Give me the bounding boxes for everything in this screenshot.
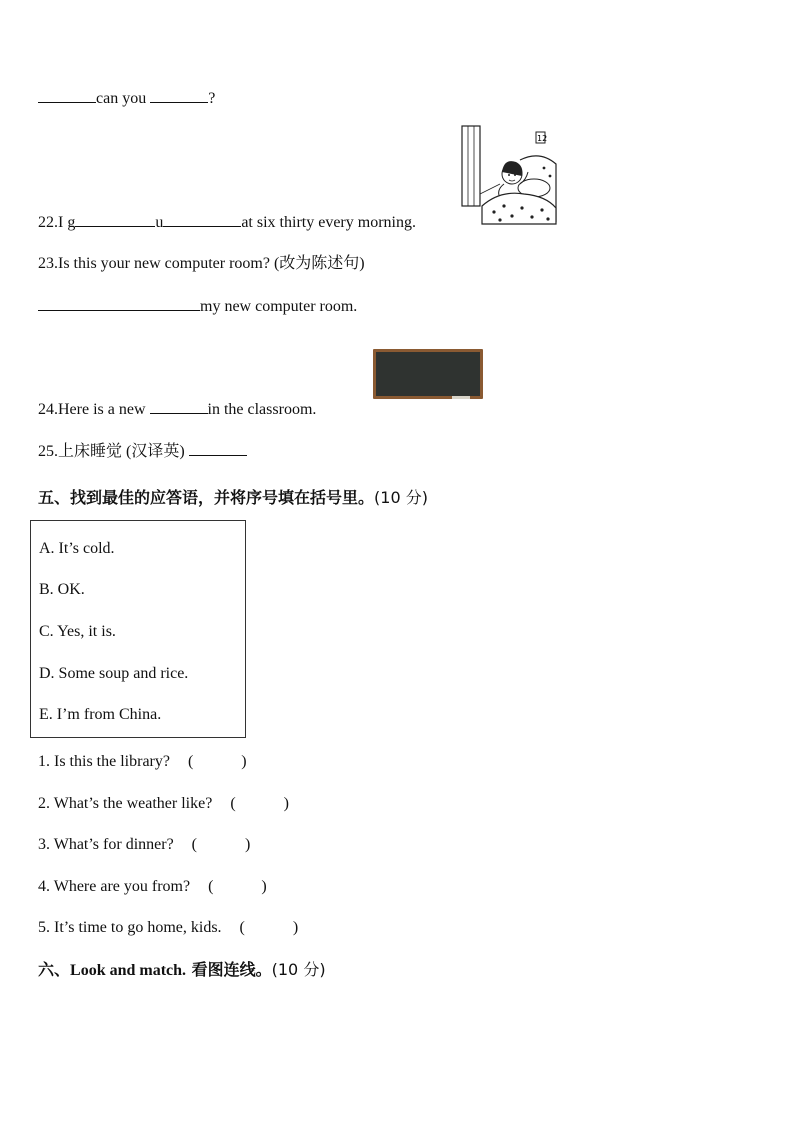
close-paren: ) [245, 836, 251, 853]
q21-mid: can you [96, 90, 147, 107]
question-3 [38, 835, 250, 855]
section6-title-cn: 看图连线。 [186, 960, 272, 979]
q24-number: 24. [38, 401, 58, 418]
q24-blank[interactable] [150, 399, 208, 414]
question-3-answer-bracket[interactable] [192, 835, 251, 855]
section5-score: (10 分) [374, 488, 428, 507]
q22-pre: I g [58, 214, 76, 231]
option-e: E. I’m from China. [39, 706, 162, 723]
q22-post: at six thirty every morning. [241, 214, 416, 231]
open-paren: ( [187, 753, 194, 770]
open-paren: ( [230, 795, 236, 812]
q22-number: 22. [38, 214, 58, 231]
open-paren: ( [239, 919, 245, 936]
answer-options-box [30, 520, 246, 738]
q24-line [38, 399, 316, 420]
q21-blank-1[interactable] [38, 88, 96, 103]
section6-heading [38, 960, 326, 981]
question-2 [38, 794, 289, 814]
svg-text:12: 12 [537, 134, 548, 143]
question-5 [38, 918, 298, 938]
option-b: B. OK. [39, 581, 85, 598]
q25-text: 上床睡觉 (汉译英) [58, 443, 185, 460]
q22-blank-1[interactable] [75, 212, 155, 227]
q21-line [38, 88, 215, 109]
section6-prefix: 六、 [38, 960, 71, 979]
section6-score: (10 分) [271, 960, 326, 979]
question-2-text: 2. What’s the weather like? [38, 795, 213, 812]
question-5-text: 5. It’s time to go home, kids. [38, 919, 222, 936]
close-paren: ) [261, 878, 267, 895]
q23-answer-tail: my new computer room. [200, 298, 358, 315]
q22-line [38, 212, 416, 233]
q25-blank[interactable] [189, 441, 247, 456]
q23-line [38, 254, 365, 274]
q23-answer-line [38, 296, 357, 317]
open-paren: ( [191, 836, 197, 853]
q21-blank-2[interactable] [150, 88, 208, 103]
close-paren: ) [241, 753, 247, 770]
q23-number: 23. [38, 255, 58, 272]
section5-title: 五、找到最佳的应答语，并将序号填在括号里。 [38, 488, 375, 507]
q24-pre: Here is a new [58, 401, 146, 418]
question-1 [38, 752, 247, 772]
q25-line [38, 441, 247, 462]
option-c: C. Yes, it is. [39, 623, 116, 640]
q23-blank[interactable] [38, 296, 200, 311]
question-3-text: 3. What’s for dinner? [38, 836, 174, 853]
question-5-answer-bracket[interactable] [240, 918, 299, 938]
section5-heading [38, 488, 428, 508]
q22-blank-2[interactable] [163, 212, 241, 227]
question-2-answer-bracket[interactable] [230, 794, 289, 814]
question-4-answer-bracket[interactable] [208, 877, 267, 897]
section6-title-en: Look and match. [70, 962, 187, 979]
q22-u: u [155, 214, 164, 231]
question-1-text: 1. Is this the library? [38, 753, 170, 770]
q23-text: Is this your new computer room? (改为陈述句) [58, 255, 365, 272]
q24-post: in the classroom. [207, 401, 317, 418]
q21-end: ? [208, 90, 216, 107]
question-4 [38, 877, 267, 897]
option-d: D. Some soup and rice. [39, 665, 189, 682]
q25-number: 25. [38, 443, 58, 460]
girl-waking-up-icon [460, 124, 560, 230]
open-paren: ( [208, 878, 214, 895]
close-paren: ) [292, 919, 299, 936]
blackboard-icon [372, 348, 484, 402]
question-4-text: 4. Where are you from? [38, 878, 191, 895]
close-paren: ) [283, 795, 289, 812]
option-a: A. It’s cold. [39, 540, 115, 557]
question-1-answer-bracket[interactable] [188, 752, 247, 772]
